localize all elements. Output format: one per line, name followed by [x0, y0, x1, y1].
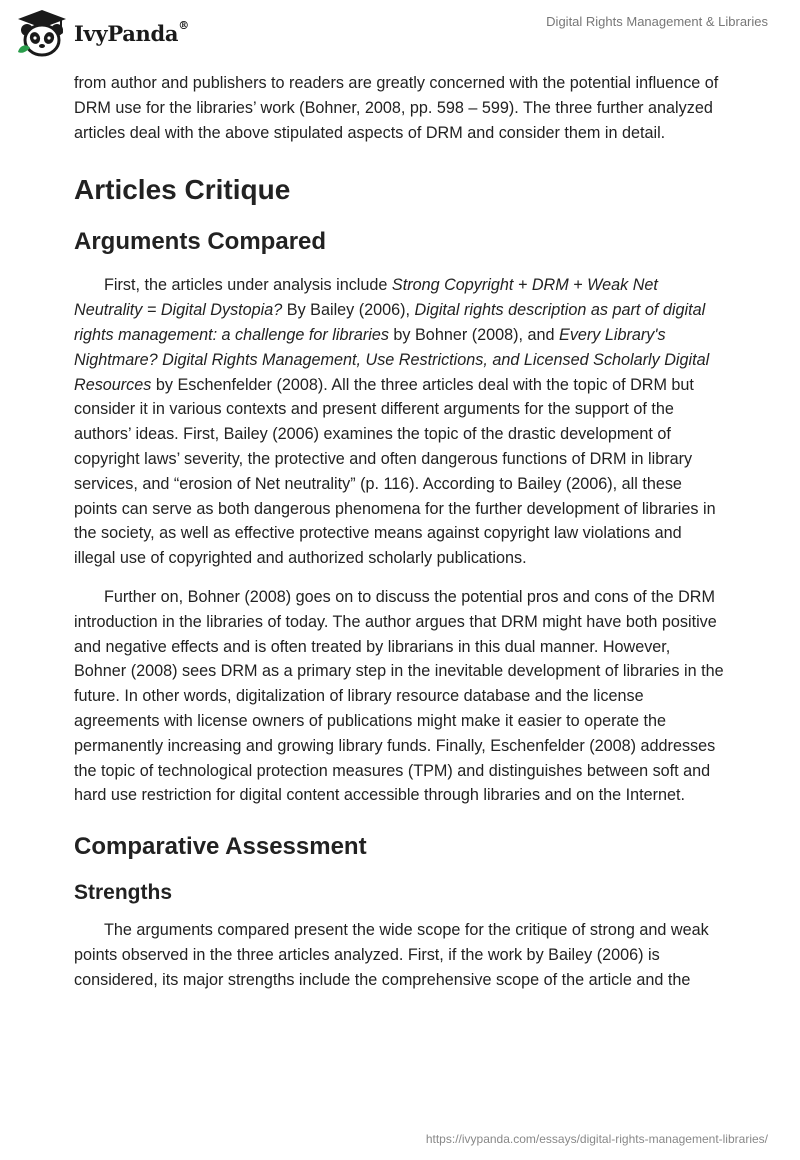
title-bailey: Strong Copyright + DRM + Weak Net Neutrality = Digital Dystopia?: [74, 276, 658, 320]
heading-strengths: Strengths: [74, 881, 173, 905]
essay-content: [74, 71, 726, 1007]
paragraph-arguments-1: First, the articles under analysis include Strong Copyright + DRM + Weak Net Neutrality = Digital Dystopia? By Bailey (2006), Digital rights description as part of digital rights management: a challenge for libraries by Bohner (2008), and Every Library's Nightmare? Digital Rights Management, Use Restrictions, and Licensed Scholarly Digital Resources by Eschenfelder (2008). All the three articles deal with the topic of DRM but consider it in various contexts and present different arguments for the support of the authors’ ideas. First, Bailey (2006) examines the topic of the drastic development of copyright laws’ severity, the protective and often dangerous functions of DRM in library services, and “erosion of Net neutrality” (p. 116). According to Bailey (2006), all these points can serve as both dangerous phenomena for the further development of libraries in the society, as well as effective protective means against copyright law violations and illegal use of copyrighted and authorized scholarly publications.: [74, 276, 716, 568]
registered-mark: ®: [178, 18, 189, 32]
title-bohner: Digital rights description as part of digital rights management: a challenge for libraries: [74, 301, 706, 344]
heading-comparative-assessment: Comparative Assessment: [74, 833, 367, 861]
paragraph-strengths: The arguments compared present the wide scope for the critique of strong and weak points observed in the three articles analyzed. First, if the work by Bailey (2006) is considered, its major strengths include the comprehensive scope of the article and the: [74, 921, 709, 989]
heading-articles-critique: Articles Critique: [74, 174, 291, 206]
heading-arguments-compared: Arguments Compared: [74, 228, 327, 256]
title-eschenfelder: Every Library's Nightmare? Digital Rights Management, Use Restrictions, and Licensed Scholarly Digital Resources: [74, 325, 710, 394]
panda-graduate-icon: [14, 8, 70, 58]
paragraph-arguments-2: Further on, Bohner (2008) goes on to discuss the potential pros and cons of the DRM introduction in the libraries of today. The author argues that DRM might have both positive and negative effects and is often treated by librarians in this dual manner. However, Bohner (2008) sees DRM as a primary step in the inevitable development of libraries in the future. In other words, digitalization of library resource database and the license agreements with license owners of publications might make it easier to operate the permanently increasing and growing library funds. Finally, Eschenfelder (2008) addresses the topic of technological protection measures (TPM) and distinguishes between soft and hard use restriction for digital content accessible through libraries and on the Internet.: [74, 587, 724, 805]
ivypanda-logo[interactable]: [14, 8, 189, 58]
page-header: [0, 0, 800, 70]
logo-text: IvyPanda®: [74, 18, 189, 46]
intro-paragraph: from author and publishers to readers are greatly concerned with the potential influence of DRM use for the libraries’ work (Bohner, 2008, pp. 598 – 599). The three further analyzed articles deal with the above stipulated aspects of DRM and consider them in detail.: [74, 74, 719, 142]
source-url[interactable]: https://ivypanda.com/essays/digital-rights-management-libraries/: [425, 1132, 768, 1146]
document-title: Digital Rights Management & Libraries: [546, 14, 768, 29]
